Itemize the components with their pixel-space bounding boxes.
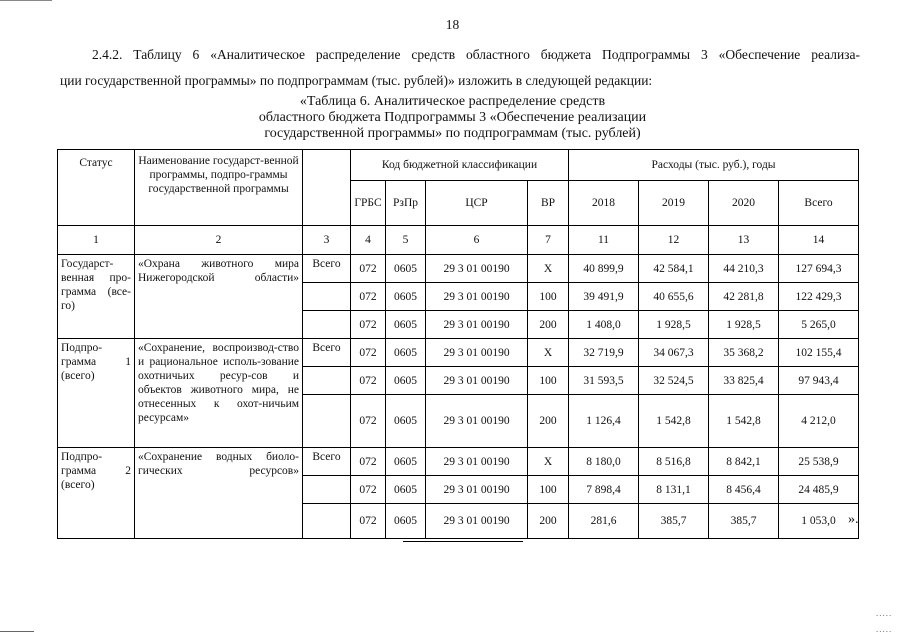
- row-kind-cell: [303, 311, 351, 339]
- cell-grbs: 072: [351, 476, 386, 504]
- cell-y2020: 8 456,4: [709, 476, 779, 504]
- cell-grbs: 072: [351, 395, 386, 448]
- header-code-group: Код бюджетной классификации: [351, 150, 569, 181]
- cell-grbs: 072: [351, 448, 386, 476]
- column-number-cell: 14: [779, 226, 859, 255]
- cell-vr: 200: [528, 395, 569, 448]
- column-number-cell: 5: [386, 226, 426, 255]
- column-number-row: [58, 226, 859, 255]
- row-kind-cell: Всего: [303, 339, 351, 367]
- cell-rzpr: 0605: [386, 367, 426, 395]
- column-number-cell: 13: [709, 226, 779, 255]
- cell-total: 4 212,0: [779, 395, 859, 448]
- instruction-line-2: ции государственной программы» по подпрограммам (тыс. рублей)» изложить в следующей редакции:: [60, 73, 653, 88]
- cell-y2019: 32 524,5: [639, 367, 709, 395]
- instruction-paragraph: [60, 42, 860, 94]
- row-kind-cell: [303, 283, 351, 311]
- cell-y2020: 385,7: [709, 504, 779, 539]
- column-number-cell: 2: [135, 226, 303, 255]
- cell-y2018: 39 491,9: [569, 283, 639, 311]
- table-caption: [120, 94, 785, 142]
- cell-total: 102 155,4: [779, 339, 859, 367]
- header-name: Наименование государст-венной программы, подпро-граммы государственной программы: [135, 150, 303, 226]
- column-number-cell: 4: [351, 226, 386, 255]
- cell-rzpr: 0605: [386, 283, 426, 311]
- header-year-2019: 2019: [639, 181, 709, 226]
- cell-vr: 100: [528, 367, 569, 395]
- cell-total: 122 429,3: [779, 283, 859, 311]
- status-cell: Подпро-грамма 2 (всего): [58, 448, 135, 539]
- cell-y2018: 31 593,5: [569, 367, 639, 395]
- cell-y2020: 42 281,8: [709, 283, 779, 311]
- cell-vr: X: [528, 255, 569, 283]
- cell-total: 24 485,9: [779, 476, 859, 504]
- cell-y2020: 1 928,5: [709, 311, 779, 339]
- cell-csr: 29 3 01 00190: [426, 367, 528, 395]
- cell-y2019: 40 655,6: [639, 283, 709, 311]
- column-number-cell: 12: [639, 226, 709, 255]
- cell-vr: X: [528, 339, 569, 367]
- cell-total: 1 053,0: [779, 504, 859, 539]
- cell-total: 127 694,3: [779, 255, 859, 283]
- cell-grbs: 072: [351, 367, 386, 395]
- header-expense-group: Расходы (тыс. руб.), годы: [569, 150, 859, 181]
- table-row: [58, 448, 859, 476]
- header-status: Статус: [58, 150, 135, 226]
- cell-y2018: 8 180,0: [569, 448, 639, 476]
- cell-y2019: 385,7: [639, 504, 709, 539]
- program-name-cell: «Сохранение водных биоло-гических ресурсов»: [135, 448, 303, 539]
- row-kind-cell: Всего: [303, 255, 351, 283]
- scan-dots-2: .....: [876, 624, 893, 634]
- header-vr: ВР: [528, 181, 569, 226]
- cell-total: 25 538,9: [779, 448, 859, 476]
- cell-y2018: 1 408,0: [569, 311, 639, 339]
- column-number-cell: 7: [528, 226, 569, 255]
- caption-line-3: государственной программы» по подпрограммам (тыс. рублей): [264, 126, 641, 141]
- row-kind-cell: [303, 476, 351, 504]
- column-number-cell: 1: [58, 226, 135, 255]
- cell-csr: 29 3 01 00190: [426, 339, 528, 367]
- column-number-cell: 11: [569, 226, 639, 255]
- row-kind-cell: [303, 367, 351, 395]
- cell-csr: 29 3 01 00190: [426, 448, 528, 476]
- cell-y2019: 8 516,8: [639, 448, 709, 476]
- header-csr: ЦСР: [426, 181, 528, 226]
- cell-csr: 29 3 01 00190: [426, 476, 528, 504]
- cell-y2020: 35 368,2: [709, 339, 779, 367]
- cell-grbs: 072: [351, 339, 386, 367]
- cell-y2018: 40 899,9: [569, 255, 639, 283]
- instruction-line-1: 2.4.2. Таблицу 6 «Аналитическое распределение средств областного бюджета Подпрограммы 3 «Обеспечение реализа-: [92, 47, 860, 62]
- cell-y2020: 8 842,1: [709, 448, 779, 476]
- cell-y2019: 42 584,1: [639, 255, 709, 283]
- status-cell: Подпро-грамма 1 (всего): [58, 339, 135, 448]
- cell-y2020: 44 210,3: [709, 255, 779, 283]
- program-name-cell: «Охрана животного мира Нижегородской области»: [135, 255, 303, 339]
- row-kind-cell: [303, 395, 351, 448]
- cell-rzpr: 0605: [386, 476, 426, 504]
- cell-y2018: 7 898,4: [569, 476, 639, 504]
- cell-vr: X: [528, 448, 569, 476]
- column-number-cell: 6: [426, 226, 528, 255]
- cell-y2019: 34 067,3: [639, 339, 709, 367]
- corner-mark-top: [0, 0, 52, 1]
- row-kind-cell: Всего: [303, 448, 351, 476]
- header-grbs: ГРБС: [351, 181, 386, 226]
- program-name-cell: «Сохранение, воспроизвод-ство и рациональное исполь-зование охотничьих ресур-сов и объектов животного мира, не отнесенных к охот-ничьим ресурсам»: [135, 339, 303, 448]
- cell-rzpr: 0605: [386, 255, 426, 283]
- cell-vr: 200: [528, 311, 569, 339]
- cell-rzpr: 0605: [386, 395, 426, 448]
- column-number-cell: 3: [303, 226, 351, 255]
- caption-line-1: «Таблица 6. Аналитическое распределение средств: [299, 94, 606, 109]
- row-kind-cell: [303, 504, 351, 539]
- cell-vr: 200: [528, 504, 569, 539]
- header-empty-cell: [303, 150, 351, 226]
- cell-rzpr: 0605: [386, 504, 426, 539]
- page-number: 18: [445, 17, 460, 32]
- table-row: [58, 255, 859, 283]
- cell-csr: 29 3 01 00190: [426, 395, 528, 448]
- status-cell: Государст-венная про-грамма (все-го): [58, 255, 135, 339]
- cell-y2019: 1 542,8: [639, 395, 709, 448]
- header-year-2020: 2020: [709, 181, 779, 226]
- header-year-2018: 2018: [569, 181, 639, 226]
- cell-y2018: 1 126,4: [569, 395, 639, 448]
- cell-vr: 100: [528, 476, 569, 504]
- cell-total: 97 943,4: [779, 367, 859, 395]
- cell-rzpr: 0605: [386, 311, 426, 339]
- cell-y2018: 281,6: [569, 504, 639, 539]
- separator-rule: [403, 541, 523, 542]
- cell-csr: 29 3 01 00190: [426, 283, 528, 311]
- scan-dots-1: .....: [876, 608, 893, 618]
- cell-y2019: 1 928,5: [639, 311, 709, 339]
- header-rzpr: РзПр: [386, 181, 426, 226]
- cell-csr: 29 3 01 00190: [426, 504, 528, 539]
- cell-grbs: 072: [351, 255, 386, 283]
- caption-line-2: областного бюджета Подпрограммы 3 «Обеспечение реализации: [258, 110, 647, 125]
- cell-y2020: 1 542,8: [709, 395, 779, 448]
- cell-y2018: 32 719,9: [569, 339, 639, 367]
- budget-table: [57, 149, 859, 539]
- cell-total: 5 265,0: [779, 311, 859, 339]
- cell-vr: 100: [528, 283, 569, 311]
- cell-csr: 29 3 01 00190: [426, 255, 528, 283]
- cell-rzpr: 0605: [386, 339, 426, 367]
- cell-y2019: 8 131,1: [639, 476, 709, 504]
- cell-csr: 29 3 01 00190: [426, 311, 528, 339]
- closing-quote: ».: [848, 512, 859, 527]
- header-total: Всего: [779, 181, 859, 226]
- cell-grbs: 072: [351, 504, 386, 539]
- cell-grbs: 072: [351, 283, 386, 311]
- header-row-1: [58, 150, 859, 181]
- cell-y2020: 33 825,4: [709, 367, 779, 395]
- cell-rzpr: 0605: [386, 448, 426, 476]
- cell-grbs: 072: [351, 311, 386, 339]
- table-row: [58, 339, 859, 367]
- corner-mark-bottom: [0, 631, 34, 632]
